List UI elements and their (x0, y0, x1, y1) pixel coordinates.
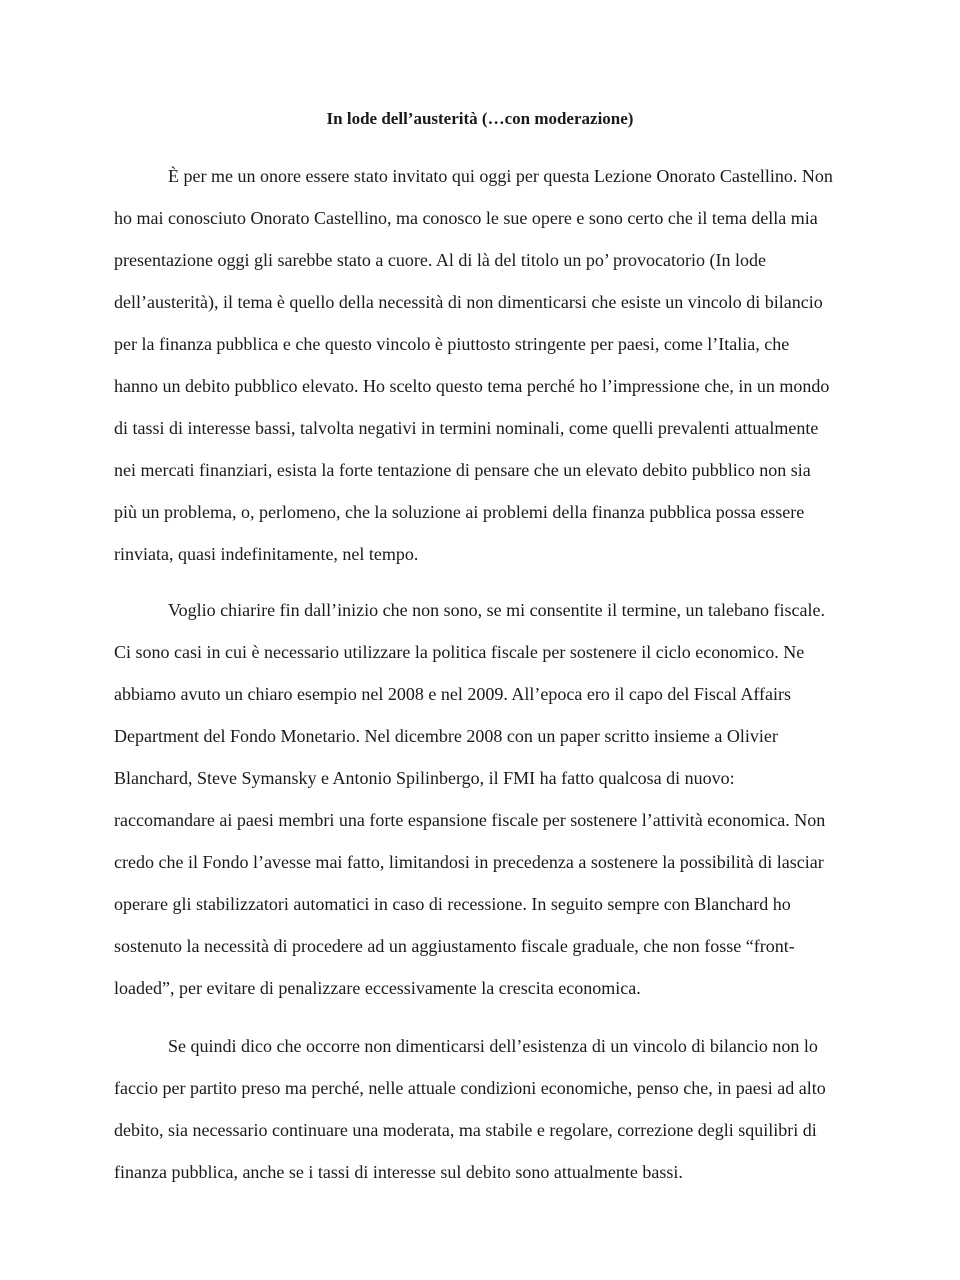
paragraph-1-line-8: nei mercati finanziari, esista la forte tentazione di pensare che un elevato debito pubblico non sia (114, 460, 811, 480)
paragraph-2-line-5: Blanchard, Steve Symansky e Antonio Spilinbergo, il FMI ha fatto qualcosa di nuovo: (114, 768, 735, 788)
paragraph-2-line-4: Department del Fondo Monetario. Nel dicembre 2008 con un paper scritto insieme a Olivier (114, 726, 778, 746)
paragraph-3-line-1: Se quindi dico che occorre non dimenticarsi dell’esistenza di un vincolo di bilancio non lo (168, 1036, 818, 1056)
paragraph-1-line-5: per la finanza pubblica e che questo vincolo è piuttosto stringente per paesi, come l’Italia, che (114, 334, 790, 354)
paragraph-1-line-2: ho mai conosciuto Onorato Castellino, ma conosco le sue opere e sono certo che il tema della mia (114, 208, 818, 228)
paragraph-2-line-1: Voglio chiarire fin dall’inizio che non sono, se mi consentite il termine, un talebano fiscale. (168, 600, 825, 620)
paragraph-1-line-10: rinviata, quasi indefinitamente, nel tempo. (114, 544, 419, 564)
paragraph-2-line-6: raccomandare ai paesi membri una forte espansione fiscale per sostenere l’attività economica. Non (114, 810, 826, 830)
paragraph-3-line-4: finanza pubblica, anche se i tassi di interesse sul debito sono attualmente bassi. (114, 1162, 683, 1182)
paragraph-1-line-1: È per me un onore essere stato invitato qui oggi per questa Lezione Onorato Castellino. Non (168, 166, 833, 186)
paragraph-3-line-2: faccio per partito preso ma perché, nelle attuale condizioni economiche, penso che, in paesi ad alto (114, 1078, 826, 1098)
paragraph-3-line-3: debito, sia necessario continuare una moderata, ma stabile e regolare, correzione degli squilibri di (114, 1120, 817, 1140)
paragraph-1-line-6: hanno un debito pubblico elevato. Ho scelto questo tema perché ho l’impressione che, in un mondo (114, 376, 830, 396)
paragraph-2-line-7: credo che il Fondo l’avesse mai fatto, limitandosi in precedenza a sostenere la possibilità di lasciar (114, 852, 824, 872)
document-title: In lode dell’austerità (…con moderazione) (326, 109, 634, 128)
paragraph-1-line-3: presentazione oggi gli sarebbe stato a cuore. Al di là del titolo un po’ provocatorio (In lode (114, 250, 766, 270)
paragraph-1-line-9: più un problema, o, perlomeno, che la soluzione ai problemi della finanza pubblica possa essere (114, 502, 805, 522)
paragraph-2-line-2: Ci sono casi in cui è necessario utilizzare la politica fiscale per sostenere il ciclo economico. Ne (114, 642, 805, 662)
paragraph-2-line-3: abbiamo avuto un chiaro esempio nel 2008 e nel 2009. All’epoca ero il capo del Fiscal Affairs (114, 684, 791, 704)
paragraph-2-line-9: sostenuto la necessità di procedere ad un aggiustamento fiscale graduale, che non fosse “front- (114, 936, 795, 956)
paragraph-2-line-10: loaded”, per evitare di penalizzare eccessivamente la crescita economica. (114, 978, 641, 998)
paragraph-2-line-8: operare gli stabilizzatori automatici in caso di recessione. In seguito sempre con Blanchard ho (114, 894, 791, 914)
paragraph-1-line-7: di tassi di interesse bassi, talvolta negativi in termini nominali, come quelli prevalenti attualmente (114, 418, 819, 438)
paragraph-1-line-4: dell’austerità), il tema è quello della necessità di non dimenticarsi che esiste un vincolo di bilancio (114, 292, 823, 312)
